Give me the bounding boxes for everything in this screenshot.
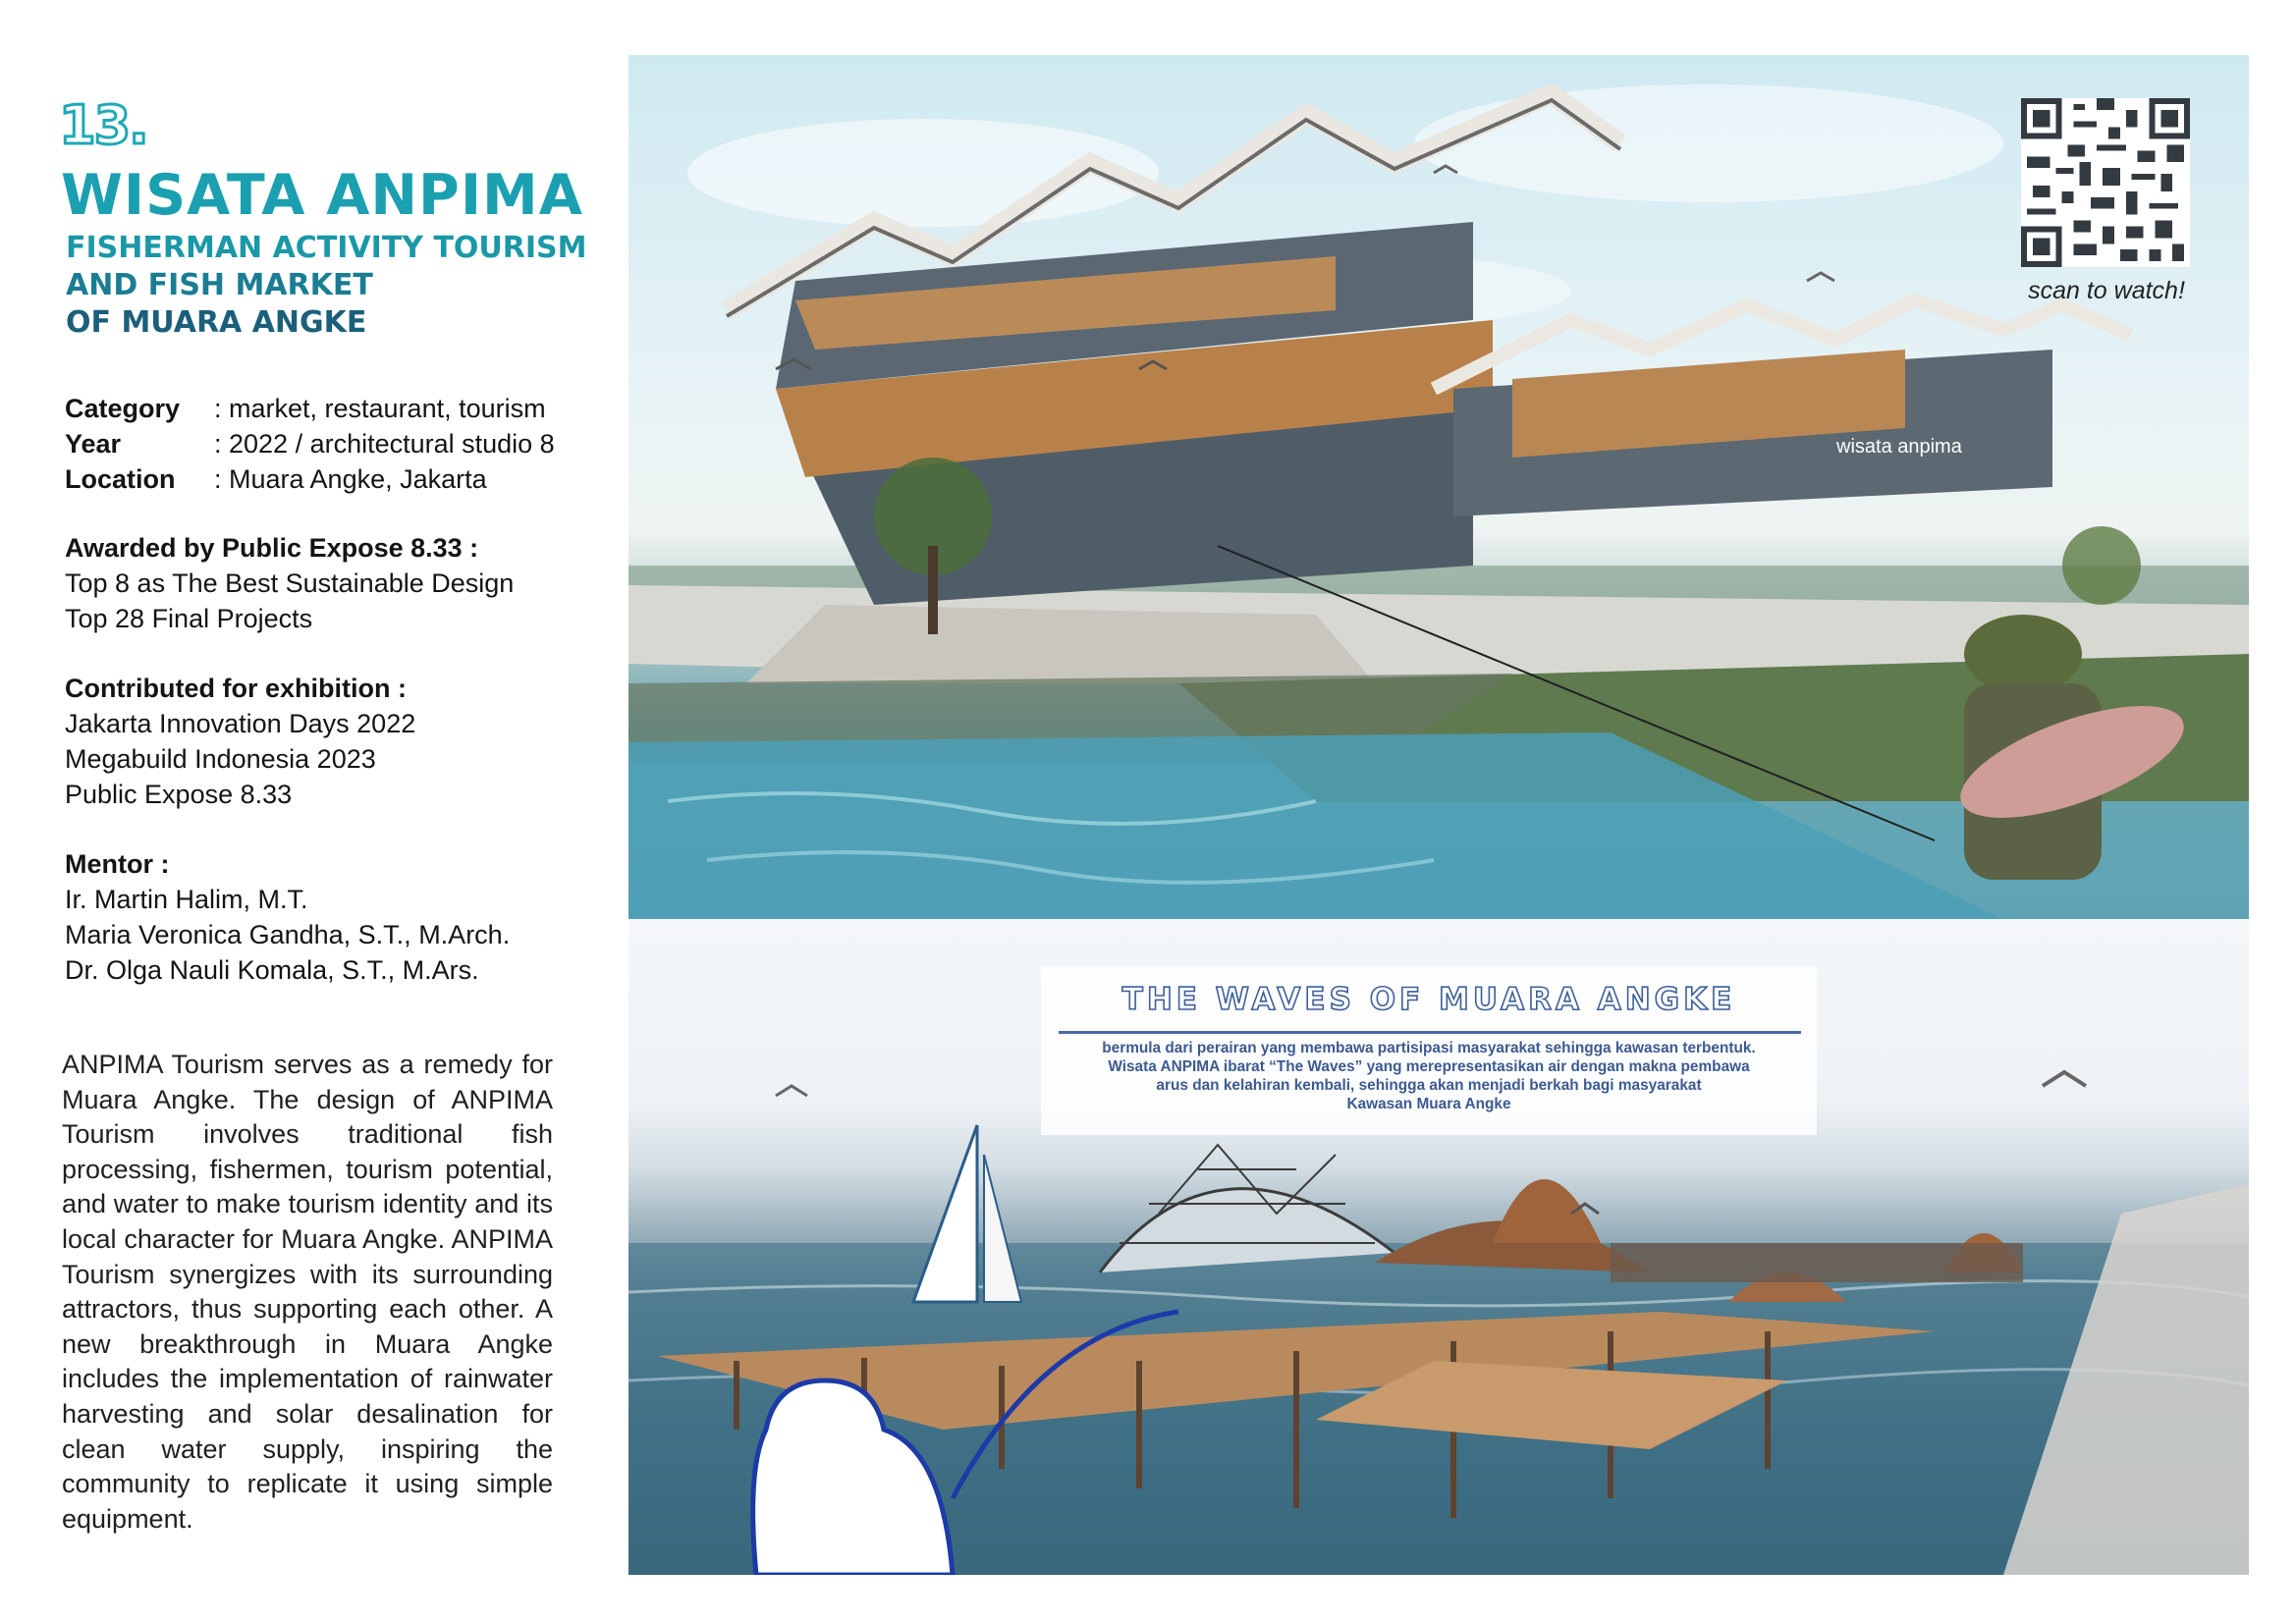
subtitle-line-2: AND FISH MARKET xyxy=(66,268,373,302)
meta-key: Year xyxy=(65,429,122,459)
meta-value: : market, restaurant, tourism xyxy=(214,394,546,423)
project-meta xyxy=(65,391,555,497)
awards-heading: Awarded by Public Expose 8.33 : xyxy=(65,533,479,563)
mentor-item: Maria Veronica Gandha, S.T., M.Arch. xyxy=(65,920,511,949)
meta-row-location xyxy=(65,461,555,497)
meta-key: Category xyxy=(65,394,181,423)
building-render xyxy=(629,55,2249,919)
exhibition-heading: Contributed for exhibition : xyxy=(65,674,407,703)
project-number: 13. xyxy=(59,94,147,156)
mentor-item: Ir. Martin Halim, M.T. xyxy=(65,885,308,914)
waves-title: THE WAVES OF MUARA ANGKE xyxy=(1121,982,1736,1017)
waves-line: Kawasan Muara Angke xyxy=(1346,1096,1511,1112)
building-signage: wisata anpima xyxy=(1836,436,1962,458)
mentor-item: Dr. Olga Nauli Komala, S.T., M.Ars. xyxy=(65,955,479,985)
scan-to-watch-label: scan to watch! xyxy=(2028,277,2185,304)
project-subtitle xyxy=(66,230,587,342)
award-item: Top 28 Final Projects xyxy=(65,604,313,633)
building-render-illustration xyxy=(629,55,2249,919)
waves-caption xyxy=(1041,966,1817,1135)
exhibition-section xyxy=(65,671,415,812)
exhibition-item: Public Expose 8.33 xyxy=(65,780,293,809)
mentor-heading: Mentor : xyxy=(65,849,170,879)
waves-line: Wisata ANPIMA ibarat “The Waves” yang merepresentasikan air dengan makna pembawa xyxy=(1108,1058,1750,1075)
presentation-board xyxy=(629,55,2249,1575)
meta-value: : Muara Angke, Jakarta xyxy=(214,464,487,494)
exhibition-item: Megabuild Indonesia 2023 xyxy=(65,744,376,774)
awards-section xyxy=(65,530,514,636)
award-item: Top 8 as The Best Sustainable Design xyxy=(65,568,515,598)
exhibition-item: Jakarta Innovation Days 2022 xyxy=(65,709,416,738)
subtitle-line-3: OF MUARA ANGKE xyxy=(66,305,367,340)
waves-divider xyxy=(1059,1031,1801,1034)
meta-value: : 2022 / architectural studio 8 xyxy=(214,429,555,459)
project-description: ANPIMA Tourism serves as a remedy for Muara Angke. The design of ANPIMA Tourism involves traditional fish processing, fishermen, tourism potential, and water to make tourism identity and its local character for Muara Angke. ANPIMA Tourism synergizes with its surrounding attractors, thus supporting each other. A new breakthrough in Muara Angke includes the implementation of rainwater harvesting and solar desalination for clean water supply, inspiring the community to replicate it using simple equipment. xyxy=(62,1050,553,1534)
waves-line: bermula dari perairan yang membawa partisipasi masyarakat sehingga kawasan terbentuk. xyxy=(1102,1040,1756,1056)
subtitle-line-1: FISHERMAN ACTIVITY TOURISM xyxy=(66,231,587,265)
project-title: WISATA ANPIMA xyxy=(61,163,583,228)
meta-key: Location xyxy=(65,464,176,494)
meta-row-category xyxy=(65,391,555,426)
meta-row-year xyxy=(65,426,555,461)
mentor-section xyxy=(65,846,510,988)
waves-line: arus dan kelahiran kembali, sehingga akan menjadi berkah bagi masyarakat xyxy=(1156,1077,1702,1094)
qr-code-icon[interactable] xyxy=(2021,98,2190,267)
waves-body xyxy=(1041,1039,1817,1113)
info-column xyxy=(0,0,609,1623)
